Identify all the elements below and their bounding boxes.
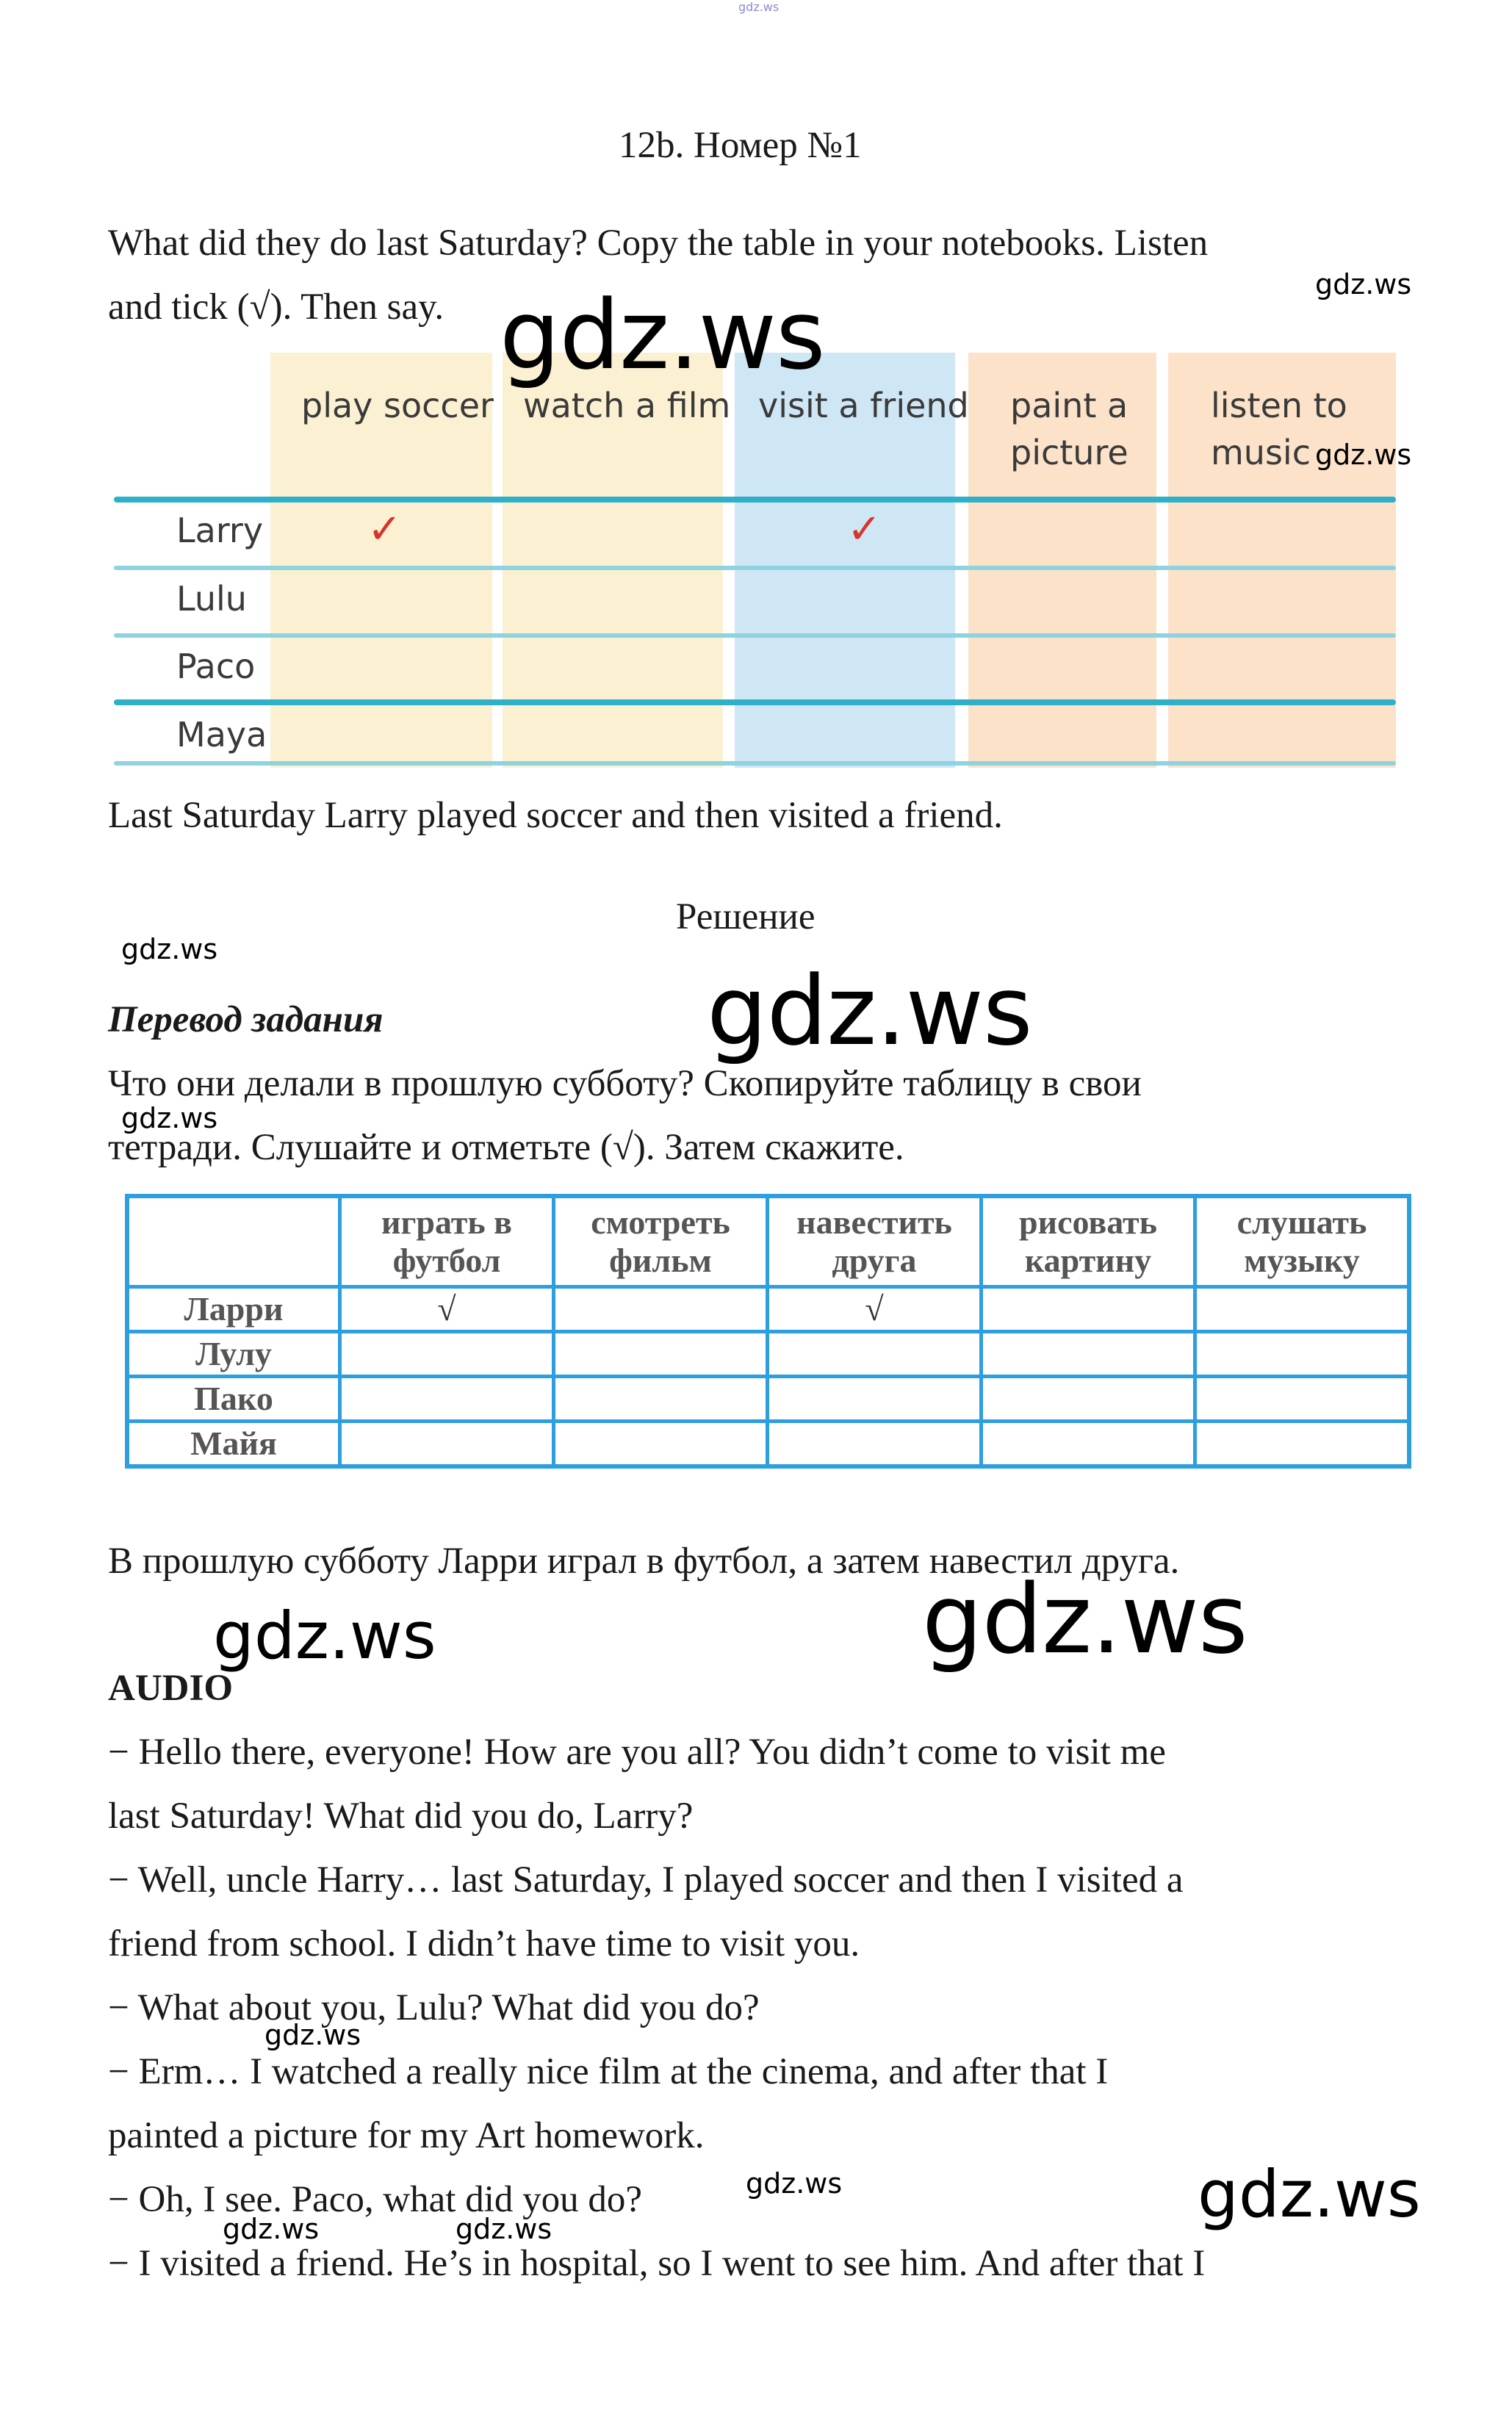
example-sentence: Last Saturday Larry played soccer and then visited a friend. [108,795,1003,836]
table-cell [554,1332,768,1377]
header-empty-cell [127,1196,340,1287]
audio-heading: AUDIO [108,1668,234,1709]
column-header-listen-line1: listen to [1211,386,1347,425]
header-cell: рисовать картину [982,1196,1195,1287]
header-cell: играть в футбол [340,1196,554,1287]
page-title: 12b. Номер №1 [619,125,862,166]
translation-line-1: Что они делали в прошлую субботу? Скопируйте таблицу в свои [108,1063,1142,1104]
table-rule [114,633,1396,638]
table-cell: √ [768,1287,982,1332]
textbook-table [114,353,1396,768]
watermark: gdz.ws [707,955,1032,1067]
audio-line: − Well, uncle Harry… last Saturday, I played soccer and then I visited a [108,1859,1184,1901]
row-name-larry: Larry [176,511,264,550]
watermark: gdz.ws [121,1102,218,1134]
translation-line-2: тетради. Слушайте и отметьте (√). Затем скажите. [108,1127,904,1168]
row-name-maya: Maya [176,715,267,755]
row-name: Майя [127,1422,340,1467]
watermark: gdz.ws [456,2213,552,2245]
table-cell [340,1377,554,1422]
tick-larry-friend: ✓ [847,505,882,553]
table-cell [982,1377,1195,1422]
table-cell [1195,1377,1410,1422]
table-cell [554,1287,768,1332]
audio-line: − What about you, Lulu? What did you do? [108,1987,760,2028]
watermark: gdz.ws [121,933,218,965]
watermark: gdz.ws [1198,2156,1421,2232]
watermark: gdz.ws [213,1598,436,1674]
column-header-visit-friend: visit a friend [758,386,969,425]
header-cell: слушать музыку [1195,1196,1410,1287]
row-name-paco: Paco [176,647,256,686]
column-header-play-soccer: play soccer [301,386,494,425]
row-name: Лулу [127,1332,340,1377]
audio-line: − Erm… I watched a really nice film at the cinema, and after that I [108,2051,1109,2092]
table-row [127,1332,1409,1377]
row-name: Ларри [127,1287,340,1332]
column-header-listen-line2: music [1211,433,1311,472]
table-cell [768,1332,982,1377]
table-cell [554,1377,768,1422]
task-line-2: and tick (√). Then say. [108,287,444,328]
table-row [127,1287,1409,1332]
task-line-1: What did they do last Saturday? Copy the table in your notebooks. Listen [108,223,1209,264]
audio-line: painted a picture for my Art homework. [108,2115,705,2156]
table-rule [114,699,1396,705]
watermark: gdz.ws [264,2019,361,2051]
row-name: Пако [127,1377,340,1422]
audio-line: last Saturday! What did you do, Larry? [108,1796,694,1837]
table-cell [1195,1332,1410,1377]
row-name-lulu: Lulu [176,579,247,619]
audio-line: − Oh, I see. Paco, what did you do? [108,2179,643,2220]
table-cell [1195,1422,1410,1467]
table-cell [982,1422,1195,1467]
translation-heading: Перевод задания [108,999,384,1040]
russian-table [125,1194,1411,1469]
table-cell [768,1422,982,1467]
top-watermark: gdz.ws [738,0,780,14]
watermark: gdz.ws [1315,268,1412,300]
answer-sentence: В прошлую субботу Ларри играл в футбол, а затем навестил друга. [108,1541,1180,1582]
watermark: gdz.ws [1315,439,1412,471]
watermark: gdz.ws [746,2167,843,2200]
audio-line: − I visited a friend. He’s in hospital, so I went to see him. And after that I [108,2243,1206,2284]
watermark: gdz.ws [500,279,825,391]
table-cell [768,1377,982,1422]
audio-line: friend from school. I didn’t have time to visit you. [108,1923,860,1965]
header-cell: смотреть фильм [554,1196,768,1287]
table-rule-top [114,497,1396,503]
table-cell [982,1287,1195,1332]
table-row [127,1377,1409,1422]
table-rule [114,566,1396,570]
watermark: gdz.ws [922,1563,1248,1675]
russian-table-header-row [127,1196,1409,1287]
column-header-paint-line1: paint a [1010,386,1128,425]
solution-heading: Решение [676,896,816,937]
header-cell: навестить друга [768,1196,982,1287]
audio-line: − Hello there, everyone! How are you all? You didn’t come to visit me [108,1732,1166,1773]
table-cell: √ [340,1287,554,1332]
column-header-watch-film: watch a film [523,386,731,425]
table-cell [982,1332,1195,1377]
table-row [127,1422,1409,1467]
table-rule-bottom [114,761,1396,766]
table-cell [554,1422,768,1467]
table-cell [1195,1287,1410,1332]
watermark: gdz.ws [223,2213,320,2245]
table-cell [340,1422,554,1467]
column-header-paint-line2: picture [1010,433,1128,472]
tick-larry-soccer: ✓ [367,505,402,553]
table-cell [340,1332,554,1377]
